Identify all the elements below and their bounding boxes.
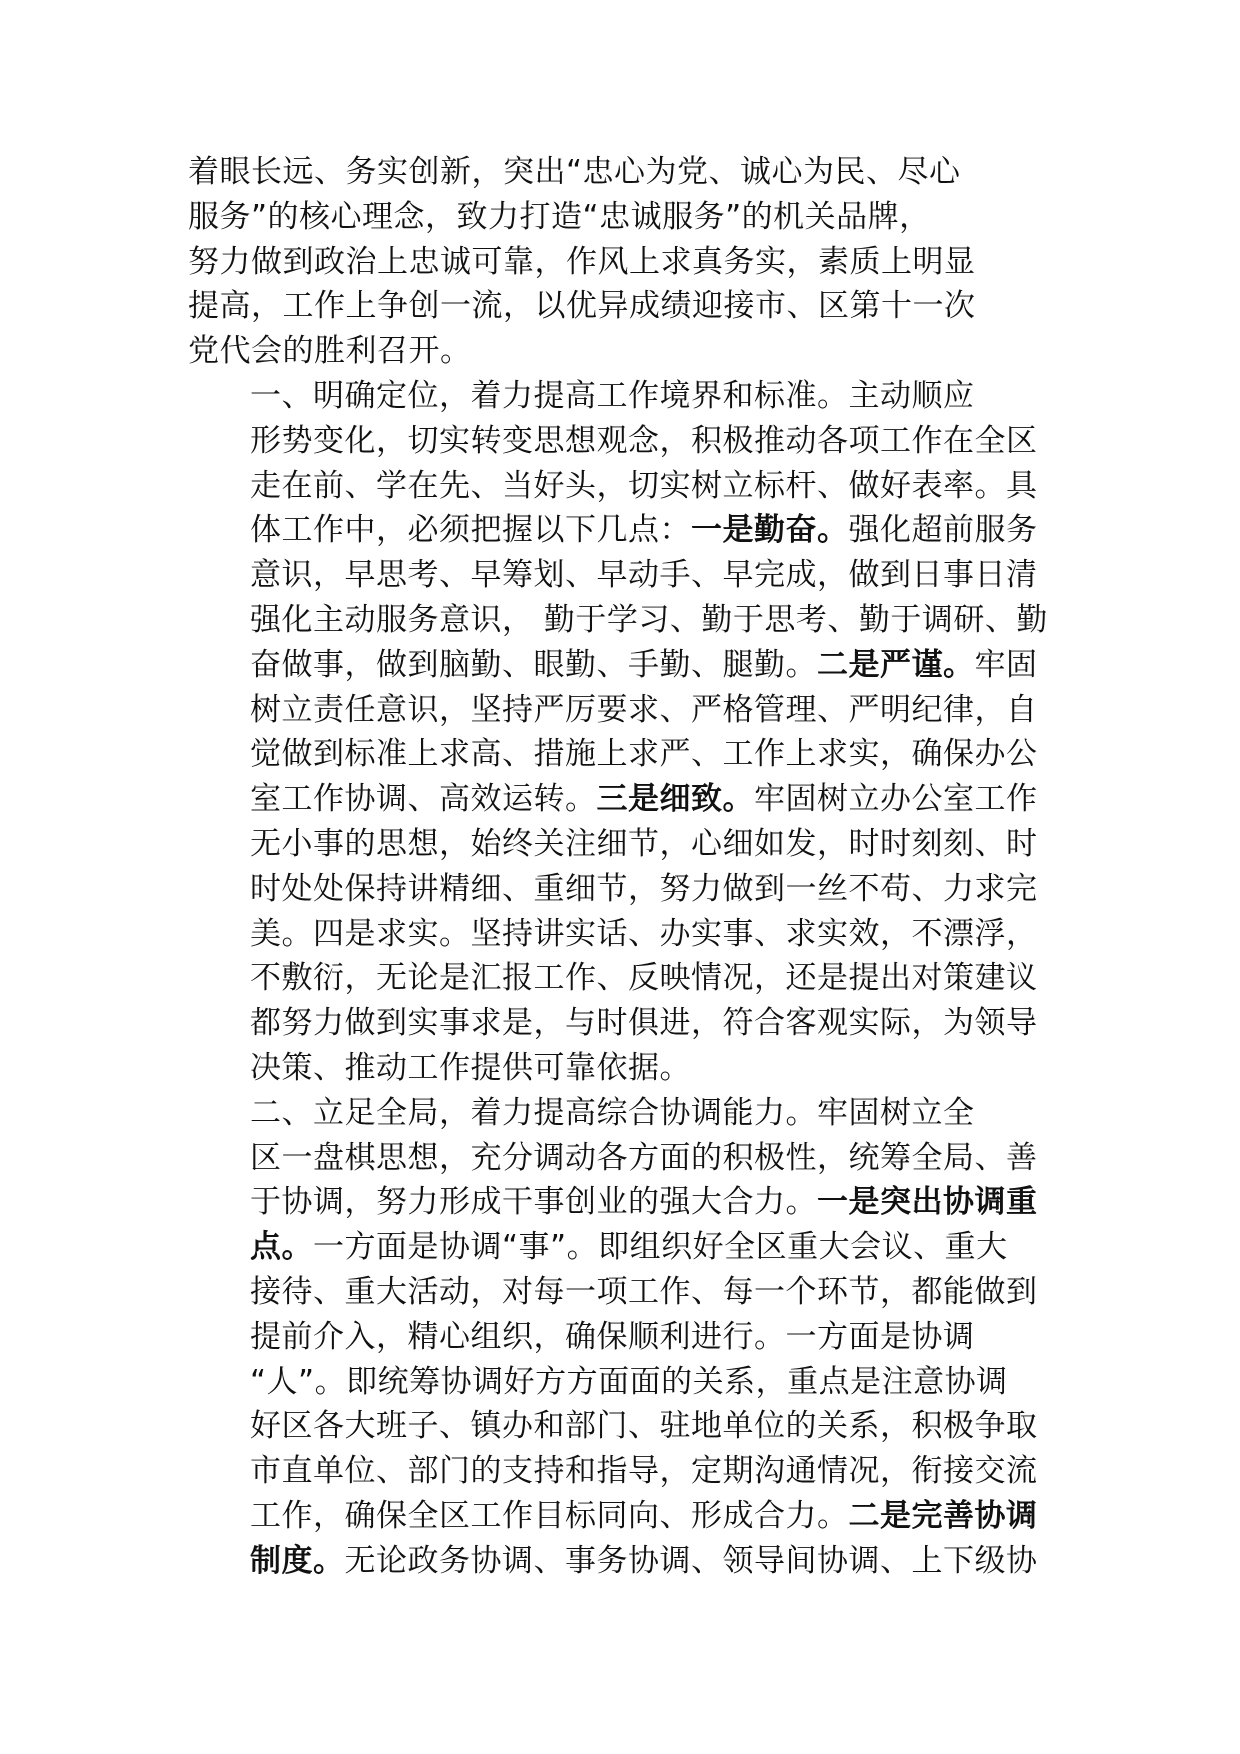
text-run: 区一盘棋思想，充分调动各方面的积极性，统筹全局、善 bbox=[250, 1139, 1038, 1176]
text-line bbox=[188, 1270, 1052, 1315]
bold-text-run: 点。 bbox=[250, 1229, 313, 1266]
bold-text-run: 三是细致。 bbox=[596, 781, 754, 818]
text-line bbox=[188, 867, 1052, 912]
text-line bbox=[188, 732, 1052, 777]
text-line bbox=[188, 1360, 1052, 1405]
text-run: 都努力做到实事求是，与时俱进，符合客观实际，为领导 bbox=[250, 1005, 1038, 1042]
bold-text-run: 一是勤奋。 bbox=[691, 512, 849, 549]
paragraph bbox=[188, 374, 1052, 1091]
text-line bbox=[188, 1494, 1052, 1539]
text-run: 一、明确定位，着力提高工作境界和标准。主动顺应 bbox=[250, 377, 975, 414]
text-run: 无论政务协调、事务协调、领导间协调、上下级协 bbox=[344, 1542, 1038, 1579]
text-run: 好区各大班子、镇办和部门、驻地单位的关系，积极争取 bbox=[250, 1408, 1038, 1445]
text-line bbox=[188, 1449, 1052, 1494]
text-line bbox=[188, 419, 1052, 464]
text-line bbox=[188, 195, 1052, 240]
text-run: 觉做到标准上求高、措施上求严、工作上求实，确保办公 bbox=[250, 736, 1038, 773]
text-run: 牢固树立办公室工作 bbox=[754, 781, 1038, 818]
text-run: 时处处保持讲精细、重细节，努力做到一丝不苟、力求完 bbox=[250, 870, 1038, 907]
text-line bbox=[188, 508, 1052, 553]
text-run: 一方面是协调“事”。即组织好全区重大会议、重大 bbox=[313, 1229, 1008, 1266]
text-line bbox=[188, 688, 1052, 733]
text-run: 强化主动服务意识， 勤于学习、勤于思考、勤于调研、勤 bbox=[250, 601, 1048, 638]
bold-text-run: 二是严谨。 bbox=[817, 646, 975, 683]
text-run: 着眼长远、务实创新，突出“忠心为党、诚心为民、尽心 bbox=[188, 154, 961, 190]
text-line bbox=[188, 1180, 1052, 1225]
text-run: 美。四是求实。坚持讲实话、办实事、求实效，不漂浮， bbox=[250, 915, 1038, 952]
text-run: 党代会的胜利召开。 bbox=[188, 333, 472, 370]
text-run: 工作，确保全区工作目标同向、形成合力。 bbox=[250, 1497, 849, 1534]
paragraph bbox=[188, 1091, 1052, 1584]
text-line bbox=[188, 464, 1052, 509]
text-line bbox=[188, 822, 1052, 867]
text-run: 提前介入，精心组织，确保顺利进行。一方面是协调 bbox=[250, 1318, 975, 1355]
text-run: 意识，早思考、早筹划、早动手、早完成，做到日事日清 bbox=[250, 557, 1038, 594]
text-run: 于协调，努力形成干事创业的强大合力。 bbox=[250, 1184, 817, 1221]
text-run: 形势变化，切实转变思想观念，积极推动各项工作在全区 bbox=[250, 422, 1038, 459]
text-run: 走在前、学在先、当好头，切实树立标杆、做好表率。具 bbox=[250, 467, 1038, 504]
text-run: 服务”的核心理念，致力打造“忠诚服务”的机关品牌， bbox=[188, 198, 931, 235]
document-page bbox=[188, 150, 1052, 1584]
text-line bbox=[188, 1001, 1052, 1046]
text-line bbox=[188, 1136, 1052, 1181]
bold-text-run: 制度。 bbox=[250, 1542, 345, 1579]
text-line bbox=[188, 598, 1052, 643]
text-run: 决策、推动工作提供可靠依据。 bbox=[250, 1049, 691, 1086]
text-line bbox=[188, 1315, 1052, 1360]
text-line bbox=[188, 912, 1052, 957]
text-line bbox=[188, 284, 1052, 329]
text-line bbox=[188, 1404, 1052, 1449]
text-line bbox=[188, 374, 1052, 419]
text-line bbox=[188, 643, 1052, 688]
bold-text-run: 一是突出协调重 bbox=[817, 1184, 1038, 1221]
text-run: 二、立足全局，着力提高综合协调能力。牢固树立全 bbox=[250, 1094, 975, 1131]
text-run: 牢固 bbox=[974, 646, 1038, 683]
text-line bbox=[188, 329, 1052, 374]
text-run: “人”。即统筹协调好方方面面的关系，重点是注意协调 bbox=[250, 1363, 1008, 1400]
text-line bbox=[188, 553, 1052, 598]
text-run: 提高，工作上争创一流，以优异成绩迎接市、区第十一次 bbox=[188, 288, 976, 325]
text-line bbox=[188, 777, 1052, 822]
text-run: 市直单位、部门的支持和指导，定期沟通情况，衔接交流 bbox=[250, 1453, 1038, 1490]
text-run: 接待、重大活动，对每一项工作、每一个环节，都能做到 bbox=[250, 1273, 1038, 1310]
text-line bbox=[188, 1091, 1052, 1136]
paragraph bbox=[188, 150, 1052, 374]
text-line bbox=[188, 1539, 1052, 1584]
text-line bbox=[188, 956, 1052, 1001]
text-line bbox=[188, 1225, 1052, 1270]
text-line bbox=[188, 150, 1052, 195]
text-run: 室工作协调、高效运转。 bbox=[250, 781, 597, 818]
text-line bbox=[188, 240, 1052, 285]
text-run: 奋做事，做到脑勤、眼勤、手勤、腿勤。 bbox=[250, 646, 817, 683]
text-run: 不敷衍，无论是汇报工作、反映情况，还是提出对策建议 bbox=[250, 960, 1038, 997]
text-run: 努力做到政治上忠诚可靠，作风上求真务实，素质上明显 bbox=[188, 243, 976, 280]
text-run: 体工作中，必须把握以下几点： bbox=[250, 512, 691, 549]
bold-text-run: 二是完善协调 bbox=[848, 1497, 1038, 1534]
text-run: 强化超前服务 bbox=[848, 512, 1038, 549]
text-run: 树立责任意识，坚持严厉要求、严格管理、严明纪律，自 bbox=[250, 691, 1038, 728]
text-line bbox=[188, 1046, 1052, 1091]
text-run: 无小事的思想，始终关注细节，心细如发，时时刻刻、时 bbox=[250, 825, 1038, 862]
